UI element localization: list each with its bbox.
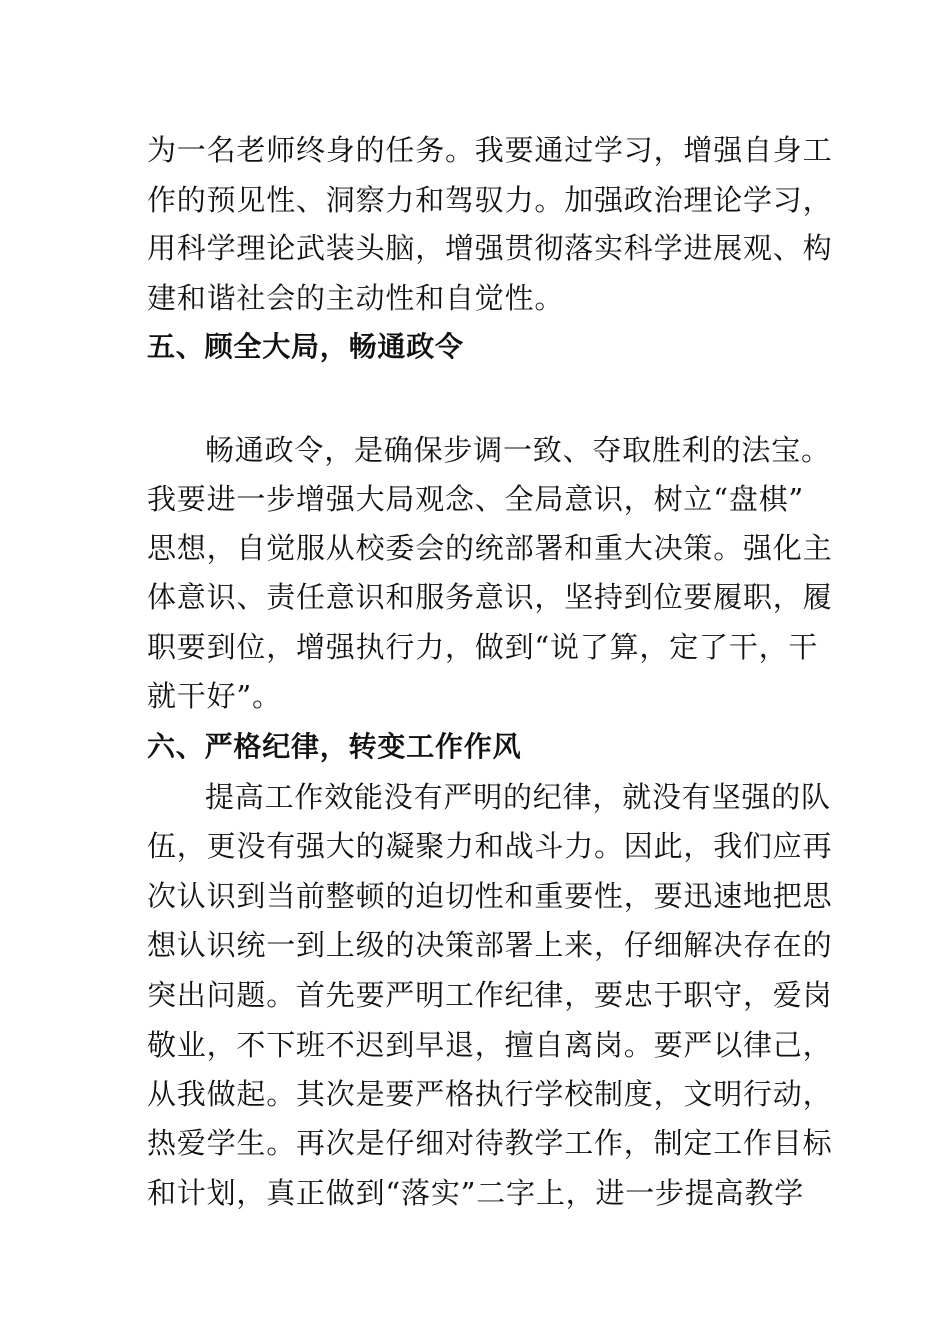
paragraph-line: 作的预见性、洞察力和驾驭力。加强政治理论学习， <box>147 183 833 217</box>
paragraph-line: 思想，自觉服从校委会的统部署和重大决策。强化主 <box>147 531 833 565</box>
paragraph-line: 热爱学生。再次是仔细对待教学工作，制定工作目标 <box>147 1126 833 1160</box>
paragraph-line: 提高工作效能没有严明的纪律，就没有坚强的队 <box>205 780 831 814</box>
paragraph-line: 伍，更没有强大的凝聚力和战斗力。因此，我们应再 <box>147 829 833 863</box>
paragraph-line: 职要到位，增强执行力，做到“说了算，定了干，干 <box>147 630 819 664</box>
paragraph-line: 就干好”。 <box>147 679 282 713</box>
section-heading-5: 五、顾全大局，畅通政令 <box>147 330 464 363</box>
paragraph-line: 建和谐社会的主动性和自觉性。 <box>147 281 565 315</box>
paragraph-line: 敬业，不下班不迟到早退，擅自离岗。要严以律己， <box>147 1028 833 1062</box>
paragraph-line: 用科学理论武装头脑，增强贯彻落实科学进展观、构 <box>147 231 833 265</box>
section-heading-6: 六、严格纪律，转变工作作风 <box>147 730 522 763</box>
paragraph-line: 畅通政令，是确保步调一致、夺取胜利的法宝。 <box>205 433 831 467</box>
paragraph-line: 想认识统一到上级的决策部署上来，仔细解决存在的 <box>147 928 833 962</box>
paragraph-line: 为一名老师终身的任务。我要通过学习，增强自身工 <box>147 133 833 167</box>
paragraph-line: 次认识到当前整顿的迫切性和重要性，要迅速地把思 <box>147 879 833 913</box>
paragraph-line: 和计划，真正做到“落实”二字上，进一步提高教学 <box>147 1176 805 1210</box>
paragraph-line: 我要进一步增强大局观念、全局意识，树立“盘棋” <box>147 482 805 516</box>
paragraph-line: 突出问题。首先要严明工作纪律，要忠于职守，爱岗 <box>147 978 833 1012</box>
paragraph-line: 体意识、责任意识和服务意识，坚持到位要履职，履 <box>147 580 833 614</box>
paragraph-line: 从我做起。其次是要严格执行学校制度，文明行动， <box>147 1077 833 1111</box>
